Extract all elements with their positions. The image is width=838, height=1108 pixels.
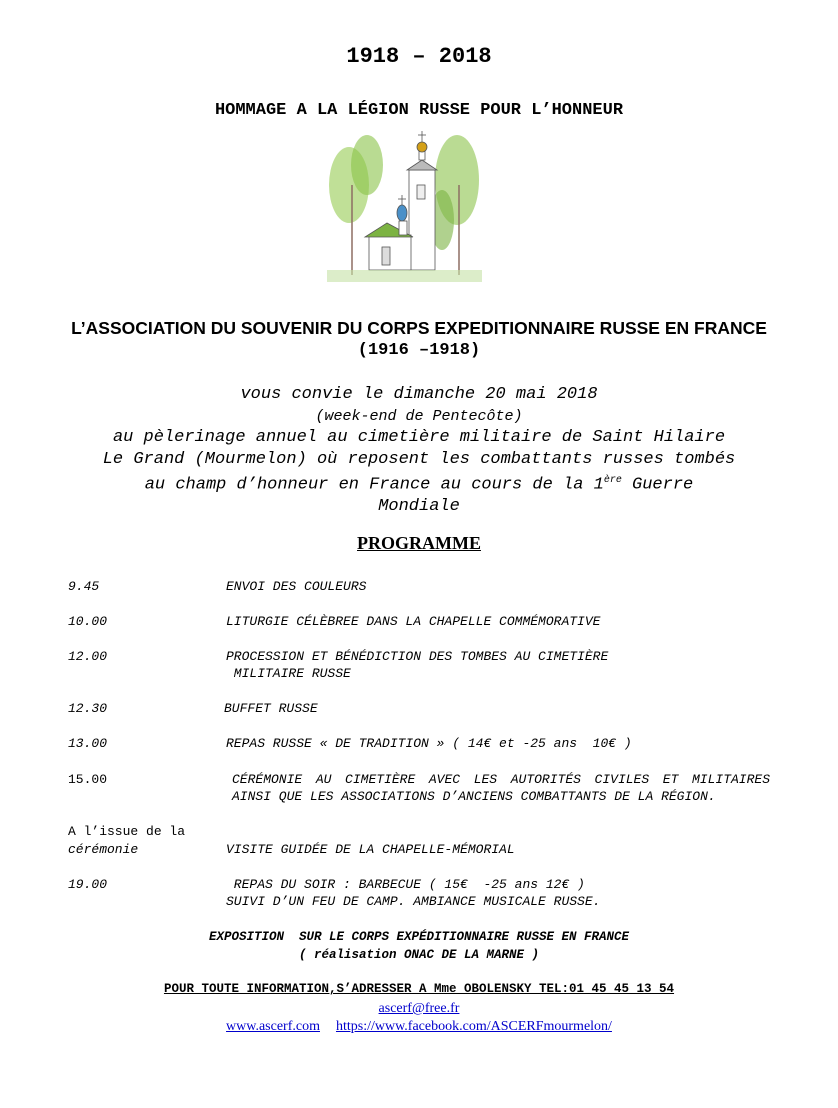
programme-desc	[226, 648, 771, 682]
programme-time: 10.00	[68, 614, 108, 629]
programme-heading: PROGRAMME	[357, 533, 481, 553]
email-link[interactable]: ascerf@free.fr	[378, 1001, 460, 1016]
association-years: (1916 –1918)	[357, 341, 481, 360]
programme-desc: REPAS RUSSE « DE TRADITION » ( 14€ et -25 ans 10€ )	[226, 736, 632, 751]
text: au champ d’honneur en France au cours de la 1	[144, 475, 604, 495]
invitation-line: vous convie le dimanche 20 mai 2018	[240, 385, 598, 404]
programme-desc: LITURGIE CÉLÈBREE DANS LA CHAPELLE COMMÉMORATIVE	[226, 614, 601, 629]
exhibition-line: ( réalisation ONAC DE LA MARNE )	[298, 948, 540, 962]
programme-time: 12.00	[68, 649, 108, 664]
programme-time: 9.45	[68, 579, 100, 594]
website-link[interactable]: www.ascerf.com	[226, 1019, 320, 1034]
programme-desc: ENVOI DES COULEURS	[226, 579, 367, 594]
chapel-illustration	[327, 125, 482, 285]
tribute-heading: HOMMAGE A LA LÉGION RUSSE POUR L’HONNEUR	[214, 101, 624, 120]
desc-line: PROCESSION ET BÉNÉDICTION DES TOMBES AU CIMETIÈRE	[226, 649, 609, 664]
invitation-line: Mondiale	[378, 497, 460, 517]
programme-time: 13.00	[68, 736, 108, 751]
programme-desc: CÉRÉMONIE AU CIMETIÈRE AVEC LES AUTORITÉS CIVILES ET MILITAIRES AINSI QUE LES ASSOCIATIONS D’ANCIENS COMBATTANTS DE LA RÉGION.	[232, 772, 770, 804]
programme-time: A l’issue de la	[68, 824, 186, 839]
ground	[327, 270, 482, 282]
exhibition-line: EXPOSITION SUR LE CORPS EXPÉDITIONNAIRE RUSSE EN FRANCE	[208, 930, 630, 944]
invitation-line	[0, 470, 838, 496]
programme-time: 19.00	[68, 877, 108, 892]
desc-line: MILITAIRE RUSSE	[226, 666, 351, 681]
superscript: ère	[603, 475, 622, 486]
desc-line: SUIVI D’UN FEU DE CAMP. AMBIANCE MUSICALE RUSSE.	[226, 894, 601, 909]
text: Guerre	[621, 475, 694, 495]
programme-desc: VISITE GUIDÉE DE LA CHAPELLE-MÉMORIAL	[226, 842, 515, 857]
programme-time: 12.30	[68, 701, 108, 716]
programme-desc	[226, 876, 771, 910]
invitation-line: au pèlerinage annuel au cimetière militaire de Saint Hilaire	[112, 428, 726, 447]
invitation-line: Le Grand (Mourmelon) où reposent les combattants russes tombés	[102, 449, 736, 469]
programme-desc: BUFFET RUSSE	[224, 701, 318, 716]
contact-info: POUR TOUTE INFORMATION,S’ADRESSER A Mme OBOLENSKY TEL:01 45 45 13 54	[163, 982, 675, 996]
page-title: 1918 – 2018	[346, 44, 492, 69]
desc-line: REPAS DU SOIR : BARBECUE ( 15€ -25 ans 12€ )	[226, 877, 585, 892]
exhibition-notice	[0, 928, 838, 964]
facebook-link[interactable]: https://www.facebook.com/ASCERFmourmelon/	[335, 1019, 612, 1034]
invitation-text	[0, 384, 838, 518]
invitation-line: (week-end de Pentecôte)	[315, 407, 523, 425]
programme-time: cérémonie	[68, 842, 139, 857]
programme-time: 15.00	[68, 772, 108, 787]
association-name: L’ASSOCIATION DU SOUVENIR DU CORPS EXPEDITIONNAIRE RUSSE EN FRANCE	[71, 318, 767, 338]
